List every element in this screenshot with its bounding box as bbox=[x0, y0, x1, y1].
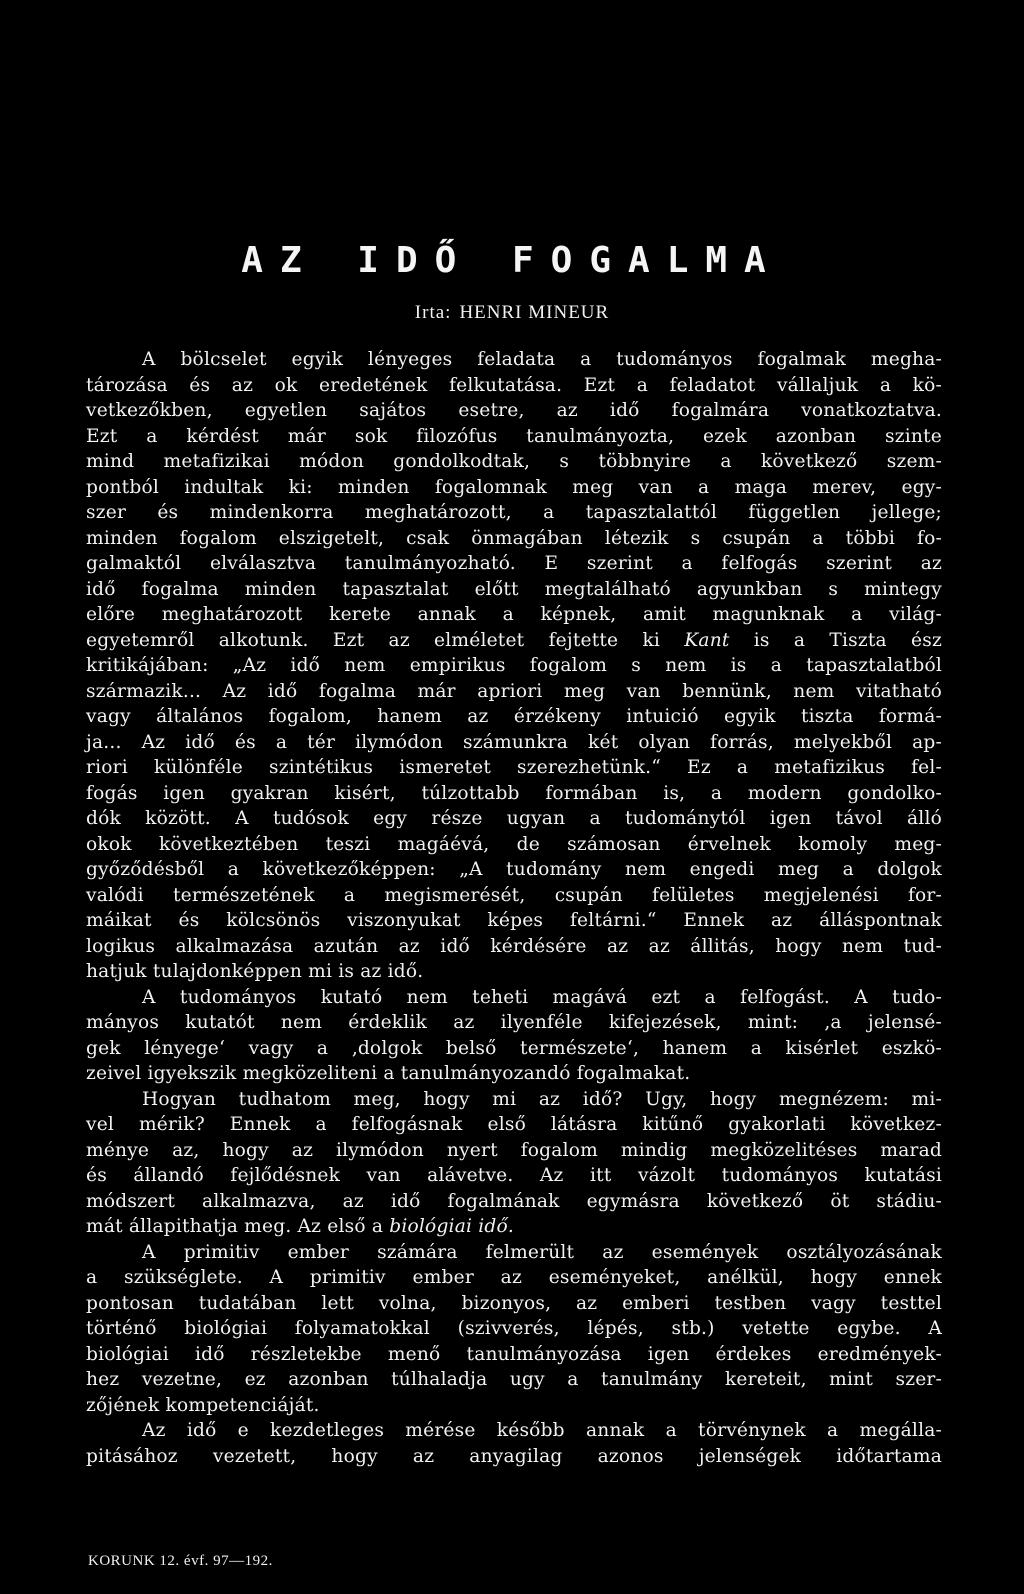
text-line: történő biológiai folyamatokkal (szivverés, lépés, stb.) vetette egybe. A bbox=[86, 1318, 942, 1339]
text-line: Az idő e kezdetleges mérése később annak a törvénynek a megálla- bbox=[142, 1420, 942, 1441]
text-line: előre meghatározott kerete annak a képnek, amit magunknak a világ- bbox=[86, 604, 942, 625]
text-line: pontosan tudatában lett volna, bizonyos, az emberi testben vagy testtel bbox=[86, 1292, 942, 1314]
text-line: Hogyan tudhatom meg, hogy mi az idő? Ugy, hogy megnézem: mi- bbox=[142, 1088, 942, 1110]
text-line: tározása és az ok eredetének felkutatása. Ezt a feladatot vállaljuk a kö- bbox=[86, 374, 942, 396]
text-line: módszert alkalmazva, az idő fogalmának egymásra következő öt stádiu- bbox=[86, 1190, 942, 1212]
text-line: vel mérik? Ennek a felfogásnak első látásra kitűnő gyakorlati következ- bbox=[86, 1114, 942, 1135]
text-line: gek lényege‘ vagy a ‚dolgok belső természete‘, hanem a kisérlet eszkö- bbox=[86, 1037, 942, 1059]
text-line: a szükséglete. A primitiv ember az eseményeket, anélkül, hogy ennek bbox=[86, 1267, 942, 1288]
text-line: minden fogalom elszigetelt, csak önmagában létezik s csupán a többi fo- bbox=[86, 527, 942, 549]
text-line: A tudományos kutató nem teheti magává ezt a felfogást. A tudo- bbox=[142, 986, 942, 1008]
text-line: fogás igen gyakran kisért, túlzottabb formában is, a modern gondolko- bbox=[86, 782, 942, 804]
text-line: mind metafizikai módon gondolkodtak, s többnyire a következő szem- bbox=[86, 451, 942, 472]
text-line: máikat és kölcsönös viszonyukat képes feltárni.“ Ennek az álláspontnak bbox=[86, 910, 942, 931]
text-line: egyetemről alkotunk. Ezt az elméletet fejtette ki Kant is a Tiszta ész bbox=[86, 629, 942, 651]
text-line: mát állapithatja meg. Az első a biológiai idő. bbox=[86, 1216, 514, 1237]
text-line: ménye az, hogy az ilymódon nyert fogalom mindig megközelitéses marad bbox=[86, 1139, 942, 1161]
text-line: vetkezőkben, egyetlen sajátos esetre, az idő fogalmára vonatkoztatva. bbox=[86, 400, 942, 421]
text-line: ja... Az idő és a tér ilymódon számunkra két olyan forrás, melyekből ap- bbox=[86, 731, 942, 753]
text-line: logikus alkalmazása azután az idő kérdésére az az állitás, hogy nem tud- bbox=[86, 935, 942, 957]
text-line: Ezt a kérdést már sok filozófus tanulmányozta, ezek azonban szinte bbox=[86, 425, 942, 447]
text-line: A primitiv ember számára felmerült az események osztályozásának bbox=[142, 1241, 942, 1263]
author-name: HENRI MINEUR bbox=[459, 302, 610, 323]
text-line: riori különféle szintétikus ismeretet szerezhetünk.“ Ez a metafizikus fel- bbox=[86, 757, 942, 778]
text-line: és állandó fejlődésnek van alávetve. Az itt vázolt tudományos kutatási bbox=[86, 1165, 942, 1186]
byline bbox=[0, 302, 1024, 324]
text-line: okok következtében teszi magáévá, de számosan érvelnek komoly meg- bbox=[86, 833, 942, 855]
text-line: galmaktól elválasztva tanulmányozható. E szerint a felfogás szerint az bbox=[86, 553, 942, 574]
text-line: mányos kutatót nem érdeklik az ilyenféle kifejezések, mint: ‚a jelensé- bbox=[86, 1012, 942, 1033]
text-line: A bölcselet egyik lényeges feladata a tudományos fogalmak megha- bbox=[142, 349, 942, 370]
text-line: szer és mindenkorra meghatározott, a tapasztalattól független jellege; bbox=[86, 502, 942, 523]
text-line: vagy általános fogalom, hanem az érzékeny intuició egyik tiszta formá- bbox=[86, 706, 942, 727]
text-line: hez vezetne, ez azonban túlhaladja ugy a tanulmány kereteit, mint szer- bbox=[86, 1369, 942, 1390]
text-line: zőjének kompetenciáját. bbox=[86, 1394, 320, 1416]
page-footer: KORUNK 12. évf. 97—192. bbox=[88, 1553, 273, 1569]
article-body bbox=[86, 347, 942, 1469]
text-line: kritikájában: „Az idő nem empirikus fogalom s nem is a tapasztalatból bbox=[86, 655, 942, 676]
text-line: zeivel igyekszik megközeliteni a tanulmányozandó fogalmakat. bbox=[86, 1063, 691, 1084]
text-line: idő fogalma minden tapasztalat előtt megtalálható agyunkban s mintegy bbox=[86, 578, 942, 600]
text-line: pontból indultak ki: minden fogalomnak meg van a maga merev, egy- bbox=[86, 476, 942, 498]
text-line: valódi természetének a megismerését, csupán felületes megjelenési for- bbox=[86, 884, 942, 906]
text-line: győződésből a következőképpen: „A tudomány nem engedi meg a dolgok bbox=[86, 859, 942, 880]
byline-prefix: Irta: bbox=[414, 302, 452, 323]
text-line: pitásához vezetett, hogy az anyagilag azonos jelenségek időtartama bbox=[86, 1445, 942, 1467]
text-line: biológiai idő részletekbe menő tanulmányozása igen érdekes eredmények- bbox=[86, 1343, 942, 1365]
text-line: származik... Az idő fogalma már apriori meg van bennünk, nem vitatható bbox=[86, 680, 942, 702]
article-title: AZ IDŐ FOGALMA bbox=[241, 240, 783, 281]
text-line: dók között. A tudósok egy része ugyan a tudománytól igen távol álló bbox=[86, 808, 942, 829]
text-line: hatjuk tulajdonképpen mi is az idő. bbox=[86, 961, 424, 982]
